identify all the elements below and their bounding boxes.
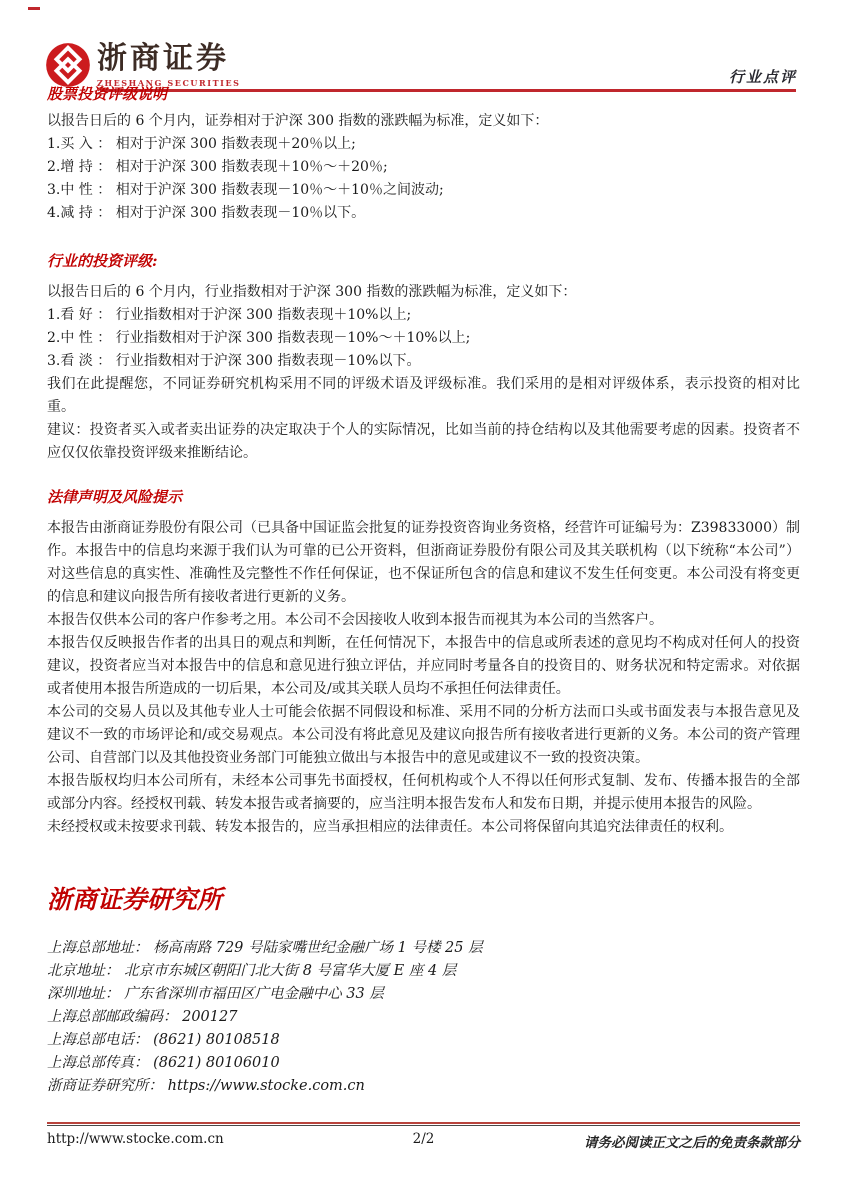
footer-rule-red: [47, 1122, 800, 1124]
institute-section: [47, 885, 800, 1098]
stock-rating-intro: 以报告日后的 6 个月内，证券相对于沪深 300 指数的涨跌幅为标准，定义如下：: [47, 113, 549, 129]
industry-rating-note: 我们在此提醒您，不同证券研究机构采用不同的评级术语及评级标准。我们采用的是相对评级体系，表示投资的相对比重。: [47, 376, 800, 415]
brand-subname: ZHESHANG SECURITIES: [97, 78, 241, 88]
brand-name: 浙商证券: [97, 41, 229, 76]
legal-paragraph: 未经授权或未按要求刊载、转发本报告的，应当承担相应的法律责任。本公司将保留向其追究法律责任的权利。: [47, 819, 733, 835]
institute-fax: 上海总部传真： (8621) 80106010: [47, 1055, 280, 1071]
brand-names: [97, 42, 241, 88]
legal-section: [47, 487, 800, 839]
industry-rating-advice: 建议：投资者买入或者卖出证券的决定取决于个人的实际情况，比如当前的持仓结构以及其他需要考虑的因素。投资者不应仅仅依靠投资评级来推断结论。: [47, 422, 800, 461]
institute-title: 浙商证券研究所: [47, 885, 223, 914]
stock-rating-item: 4.减 持 ： 相对于沪深 300 指数表现－10％以下。: [47, 205, 366, 221]
brand-logo-icon: [45, 42, 91, 88]
stock-rating-item: 1.买 入 ： 相对于沪深 300 指数表现＋20％以上;: [47, 136, 356, 152]
institute-address-beijing: 北京地址： 北京市东城区朝阳门北大街 8 号富华大厦 E 座 4 层: [47, 963, 457, 979]
industry-rating-intro: 以报告日后的 6 个月内，行业指数相对于沪深 300 指数的涨跌幅为标准，定义如下：: [47, 284, 577, 300]
section-title-stock-rating: 股票投资评级说明: [47, 85, 168, 103]
stock-rating-section: [47, 110, 800, 225]
header-rule: [100, 89, 796, 92]
doc-type-label: 行业点评: [728, 68, 797, 86]
page-number: 2/2: [412, 1131, 435, 1147]
industry-rating-item: 2.中 性 ： 行业指数相对于沪深 300 指数表现－10%～＋10%以上;: [47, 330, 471, 346]
legal-paragraph: 本报告仅反映报告作者的出具日的观点和判断，在任何情况下，本报告中的信息或所表述的意见均不构成对任何人的投资建议，投资者应当对本报告中的信息和意见进行独立评估，并应同时考量各自的投资目的、财务状况和特定需求。对依据或者使用本报告所造成的一切后果，本公司及/或其关联人员均不承担任何法律责任。: [47, 635, 800, 697]
page-header: [0, 0, 846, 104]
page-footer: [47, 1122, 800, 1151]
legal-paragraph: 本报告由浙商证券股份有限公司（已具备中国证监会批复的证券投资咨询业务资格，经营许可证编号为：Z39833000）制作。本报告中的信息均来源于我们认为可靠的已公开资料，但浙商证券股份有限公司及其关联机构（以下统称“本公司”）对这些信息的真实性、准确性及完整性不作任何保证，也不保证所包含的信息和建议不发生任何变更。本公司没有将变更的信息和建议向报告所有接收者进行更新的义务。: [47, 520, 800, 605]
industry-rating-item: 3.看 淡 ： 行业指数相对于沪深 300 指数表现－10%以下。: [47, 353, 421, 369]
section-title-legal: 法律声明及风险提示: [47, 488, 183, 506]
brand-logo: [45, 42, 241, 88]
page-content: [0, 104, 846, 1098]
footer-row: [47, 1131, 800, 1151]
institute-address-shanghai: 上海总部地址： 杨高南路 729 号陆家嘴世纪金融广场 1 号楼 25 层: [47, 940, 483, 956]
stock-rating-item: 3.中 性 ： 相对于沪深 300 指数表现－10％～＋10％之间波动;: [47, 182, 444, 198]
footer-disclaimer: 请务必阅读正文之后的免责条款部分: [584, 1135, 800, 1151]
institute-phone: 上海总部电话： (8621) 80108518: [47, 1032, 280, 1048]
industry-rating-section: [47, 251, 800, 465]
legal-paragraph: 本报告仅供本公司的客户作参考之用。本公司不会因接收人收到本报告而视其为本公司的当然客户。: [47, 612, 663, 628]
legal-paragraph: 本公司的交易人员以及其他专业人士可能会依据不同假设和标准、采用不同的分析方法而口头或书面发表与本报告意见及建议不一致的市场评论和/或交易观点。本公司没有将此意见及建议向报告所有接收者进行更新的义务。本公司的资产管理公司、自营部门以及其他投资业务部门可能独立做出与本报告中的意见或建议不一致的投资决策。: [47, 704, 800, 766]
institute-postcode: 上海总部邮政编码： 200127: [47, 1009, 238, 1025]
institute-website-link[interactable]: 浙商证券研究所： https://www.stocke.com.cn: [47, 1078, 365, 1094]
legal-paragraph: 本报告版权均归本公司所有，未经本公司事先书面授权，任何机构或个人不得以任何形式复制、发布、传播本报告的全部或部分内容。经授权刊载、转发本报告或者摘要的，应当注明本报告发布人和发布日期，并提示使用本报告的风险。: [47, 773, 800, 812]
industry-rating-item: 1.看 好 ： 行业指数相对于沪深 300 指数表现＋10%以上;: [47, 307, 412, 323]
institute-address-shenzhen: 深圳地址： 广东省深圳市福田区广电金融中心 33 层: [47, 986, 384, 1002]
footer-url-link[interactable]: http://www.stocke.com.cn: [47, 1131, 224, 1147]
stock-rating-item: 2.增 持 ： 相对于沪深 300 指数表现＋10％～＋20％;: [47, 159, 388, 175]
footer-rule-dark: [47, 1125, 800, 1126]
section-title-industry-rating: 行业的投资评级:: [47, 252, 158, 270]
